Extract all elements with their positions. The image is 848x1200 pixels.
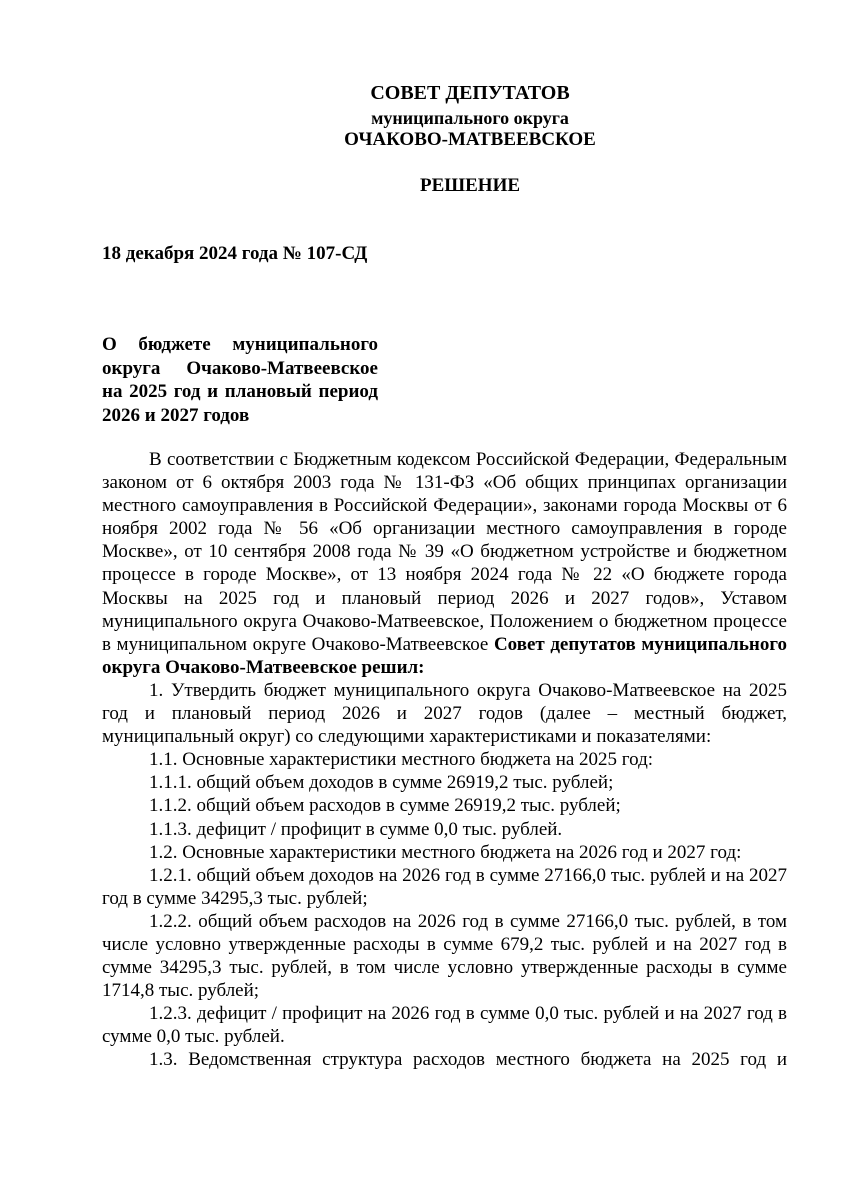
clause-1-3: 1.3. Ведомственная структура расходов местного бюджета на 2025 год и	[149, 1049, 787, 1071]
clause-1-2-2: 1.2.2. общий объем расходов на 2026 год в сумме 27166,0 тыс. рублей, в том числе условно утвержденные расходы в сумме 679,2 тыс. рублей и на 2027 год в сумме 34295,3 тыс. рублей, в том числе условно утвержденные расходы в сумме 1714,8 тыс. рублей;	[102, 910, 787, 1002]
clause-1-1-2: 1.1.2. общий объем расходов в сумме 26919,2 тыс. рублей;	[149, 795, 621, 817]
date-and-number: 18 декабря 2024 года № 107-СД	[102, 243, 368, 264]
clause-1-2-1: 1.2.1. общий объем доходов на 2026 год в сумме 27166,0 тыс. рублей и на 2027 год в сумме 34295,3 тыс. рублей;	[102, 864, 787, 909]
district-name: ОЧАКОВО-МАТВЕЕВСКОЕ	[344, 129, 596, 150]
clause-1: 1. Утвердить бюджет муниципального округа Очаково-Матвеевское на 2025 год и плановый период 2026 и 2027 годов (далее – местный бюджет, муниципальный округ) со следующими характеристиками и показателями:	[102, 679, 787, 748]
council-title: СОВЕТ ДЕПУТАТОВ	[370, 82, 570, 104]
clause-1-2: 1.2. Основные характеристики местного бюджета на 2026 год и 2027 год:	[149, 841, 742, 863]
preamble-paragraph	[102, 448, 787, 679]
preamble-text: В соответствии с Бюджетным кодексом Российской Федерации, Федеральным законом от 6 октября 2003 года № 131-ФЗ «Об общих принципах организации местного самоуправления в Российской Федерации», законами города Москвы от 6 ноября 2002 года № 56 «Об организации местного самоуправления в городе Москве», от 10 сентября 2008 года № 39 «О бюджетном устройстве и бюджетном процессе в городе Москве», от 13 ноября 2024 года № 22 «О бюджете города Москвы на 2025 год и плановый период 2026 и 2027 годов», Уставом муниципального округа Очаково-Матвеевское, Положением о бюджетном процессе в муниципальном округе Очаково-Матвеевское	[102, 449, 787, 655]
clause-1-1-1: 1.1.1. общий объем доходов в сумме 26919,2 тыс. рублей;	[149, 772, 614, 794]
document-type: РЕШЕНИЕ	[419, 175, 521, 196]
decision-title: О бюджете муниципального округа Очаково-Матвеевское на 2025 год и плановый период 2026 и 2027 годов	[102, 334, 378, 426]
clause-1-1: 1.1. Основные характеристики местного бюджета на 2025 год:	[149, 749, 654, 771]
preamble-resolution: Совет депутатов муниципального округа Очаково-Матвеевское решил:	[102, 633, 787, 678]
clause-1-2-3: 1.2.3. дефицит / профицит на 2026 год в сумме 0,0 тыс. рублей и на 2027 год в сумме 0,0 тыс. рублей.	[102, 1003, 787, 1048]
document-body	[102, 448, 787, 1072]
clause-1-1-3: 1.1.3. дефицит / профицит в сумме 0,0 тыс. рублей.	[149, 818, 563, 840]
council-subtitle: муниципального округа	[371, 108, 569, 128]
